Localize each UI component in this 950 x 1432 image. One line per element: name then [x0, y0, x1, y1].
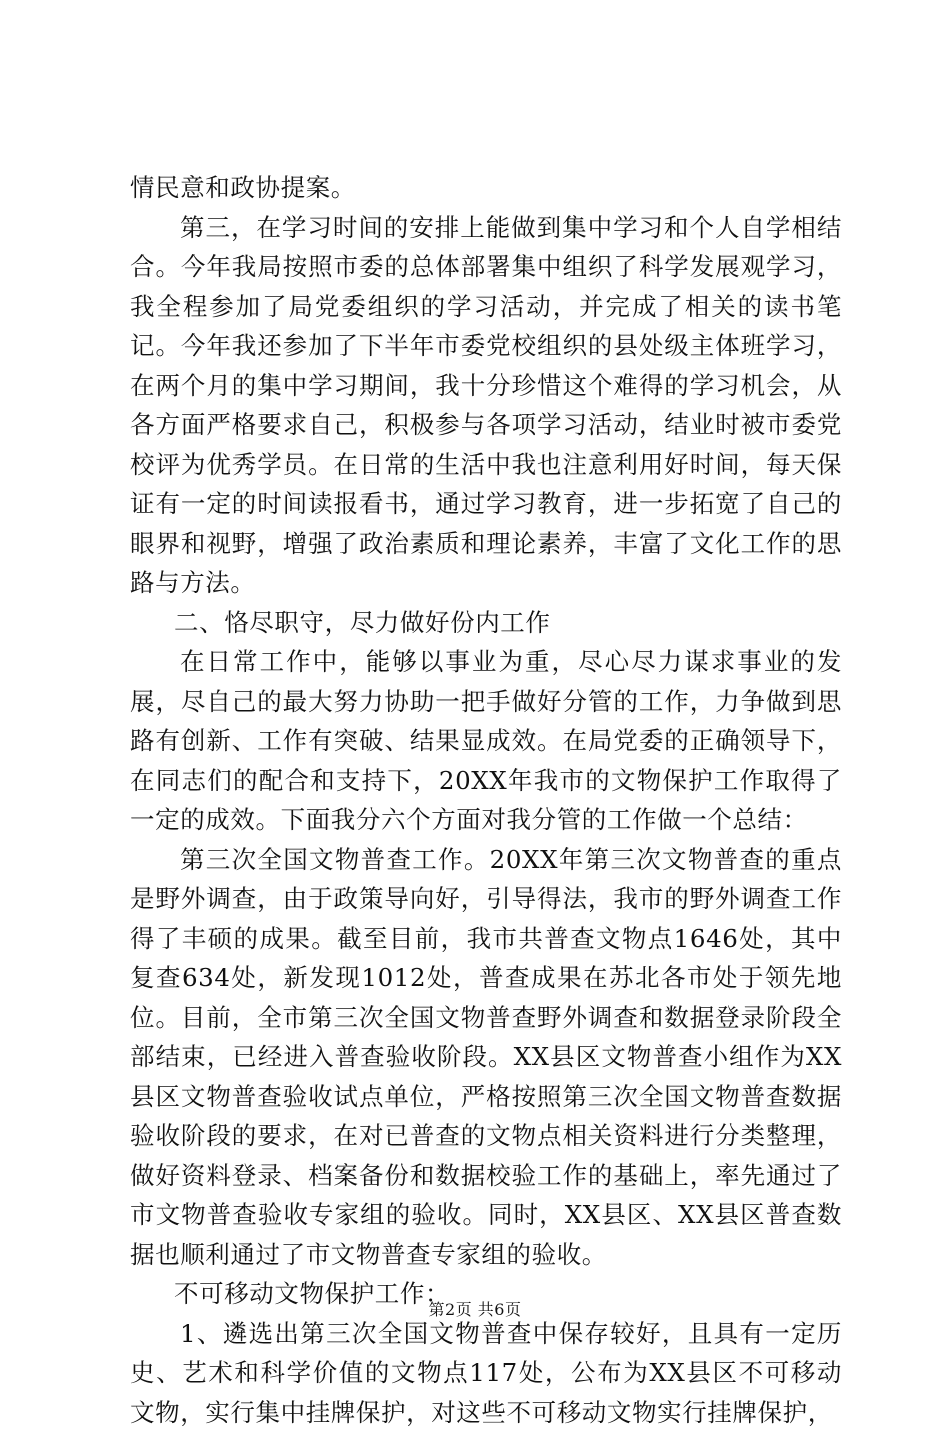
paragraph-study-arrangement: 第三，在学习时间的安排上能做到集中学习和个人自学相结合。今年我局按照市委的总体部署集中组织了科学发展观学习，我全程参加了局党委组织的学习活动，并完成了相关的读书笔记。今年我还参加了下半年市委党校组织的县处级主体班学习，在两个月的集中学习期间，我十分珍惜这个难得的学习机会，从各方面严格要求自己，积极参与各项学习活动，结业时被市委党校评为优秀学员。在日常的生活中我也注意利用好时间，每天保证有一定的时间读报看书，通过学习教育，进一步拓宽了自己的眼界和视野，增强了政治素质和理论素养，丰富了文化工作的思路与方法。 [130, 208, 842, 603]
paragraph-daily-work: 在日常工作中，能够以事业为重，尽心尽力谋求事业的发展，尽自己的最大努力协助一把手做好分管的工作，力争做到思路有创新、工作有突破、结果显成效。在局党委的正确领导下，在同志们的配合和支持下，20XX年我市的文物保护工作取得了一定的成效。下面我分六个方面对我分管的工作做一个总结： [130, 642, 842, 840]
document-body [130, 168, 842, 1432]
paragraph-item-1: 1、遴选出第三次全国文物普查中保存较好，且具有一定历史、艺术和科学价值的文物点117处，公布为XX县区不可移动文物，实行集中挂牌保护，对这些不可移动文物实行挂牌保护， [130, 1314, 842, 1432]
subsection-heading: 不可移动文物保护工作： [130, 1274, 842, 1314]
paragraph-cultural-relic-census: 第三次全国文物普查工作。20XX年第三次文物普查的重点是野外调查，由于政策导向好，引导得法，我市的野外调查工作得了丰硕的成果。截至目前，我市共普查文物点1646处，其中复查634处，新发现1012处，普查成果在苏北各市处于领先地位。目前，全市第三次全国文物普查野外调查和数据登录阶段全部结束，已经进入普查验收阶段。XX县区文物普查小组作为XX县区文物普查验收试点单位，严格按照第三次全国文物普查数据验收阶段的要求，在对已普查的文物点相关资料进行分类整理，做好资料登录、档案备份和数据校验工作的基础上，率先通过了市文物普查验收专家组的验收。同时，XX县区、XX县区普查数据也顺利通过了市文物普查专家组的验收。 [130, 840, 842, 1275]
paragraph-continuation: 情民意和政协提案。 [130, 168, 842, 208]
page-footer: 第2页 共6页 [0, 1297, 950, 1320]
section-heading: 二、恪尽职守，尽力做好份内工作 [130, 603, 842, 643]
